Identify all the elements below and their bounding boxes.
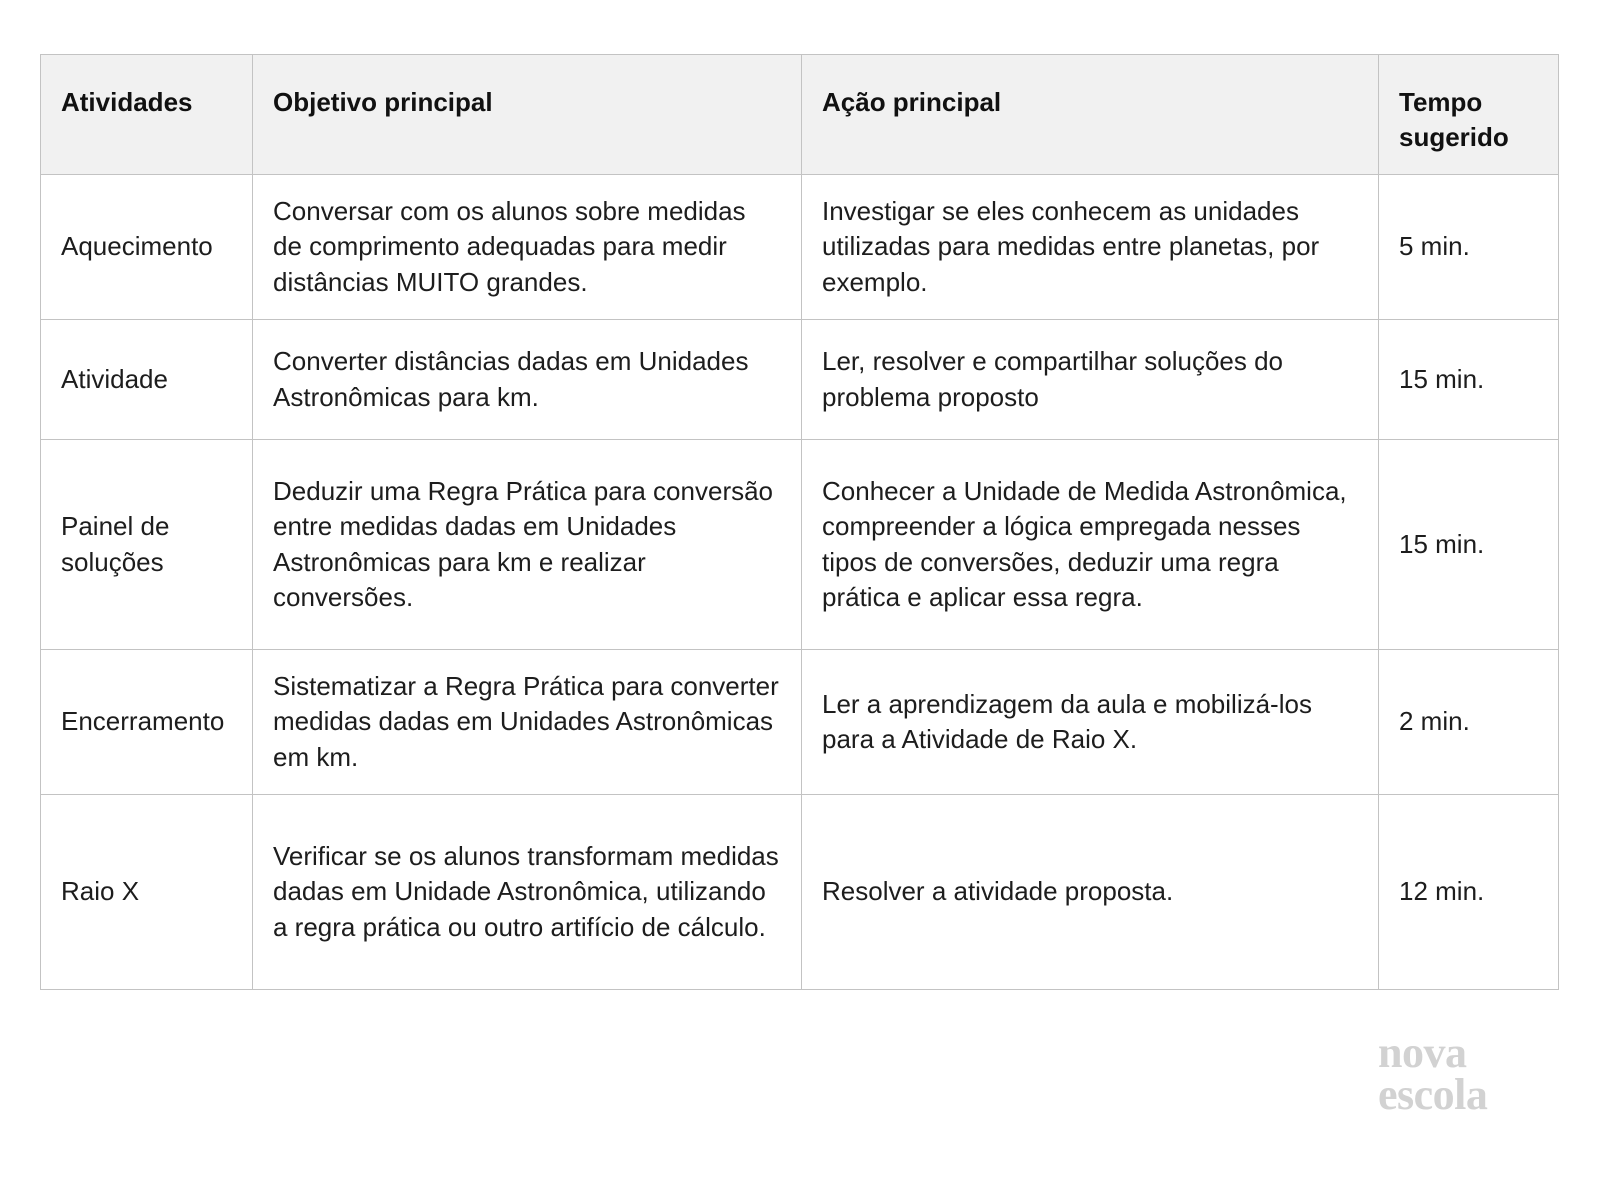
column-header-tempo-sugerido: Tempo sugerido bbox=[1379, 55, 1559, 175]
cell-objetivo: Verificar se os alunos transformam medidas dadas em Unidade Astronômica, utilizando a regra prática ou outro artifício de cálculo. bbox=[253, 795, 802, 990]
table-row bbox=[41, 440, 1559, 650]
table-row bbox=[41, 320, 1559, 440]
table-row bbox=[41, 795, 1559, 990]
cell-acao: Ler a aprendizagem da aula e mobilizá-los para a Atividade de Raio X. bbox=[802, 650, 1379, 795]
cell-acao: Ler, resolver e compartilhar soluções do problema proposto bbox=[802, 320, 1379, 440]
cell-atividade: Atividade bbox=[41, 320, 253, 440]
cell-objetivo: Converter distâncias dadas em Unidades Astronômicas para km. bbox=[253, 320, 802, 440]
table-row bbox=[41, 175, 1559, 320]
cell-atividade: Raio X bbox=[41, 795, 253, 990]
cell-objetivo: Conversar com os alunos sobre medidas de comprimento adequadas para medir distâncias MUITO grandes. bbox=[253, 175, 802, 320]
cell-tempo: 12 min. bbox=[1379, 795, 1559, 990]
cell-objetivo: Sistematizar a Regra Prática para converter medidas dadas em Unidades Astronômicas em km. bbox=[253, 650, 802, 795]
activities-table-container bbox=[40, 54, 1558, 990]
cell-tempo: 2 min. bbox=[1379, 650, 1559, 795]
cell-tempo: 15 min. bbox=[1379, 320, 1559, 440]
cell-acao: Conhecer a Unidade de Medida Astronômica, compreender a lógica empregada nesses tipos de conversões, deduzir uma regra prática e aplicar essa regra. bbox=[802, 440, 1379, 650]
column-header-acao-principal: Ação principal bbox=[802, 55, 1379, 175]
activities-table bbox=[40, 54, 1559, 990]
cell-atividade: Aquecimento bbox=[41, 175, 253, 320]
nova-escola-logo bbox=[1378, 1028, 1558, 1119]
cell-acao: Investigar se eles conhecem as unidades utilizadas para medidas entre planetas, por exemplo. bbox=[802, 175, 1379, 320]
column-header-objetivo-principal: Objetivo principal bbox=[253, 55, 802, 175]
logo-line-nova: nova bbox=[1378, 1028, 1467, 1077]
column-header-atividades: Atividades bbox=[41, 55, 253, 175]
cell-tempo: 5 min. bbox=[1379, 175, 1559, 320]
table-row bbox=[41, 650, 1559, 795]
table-header bbox=[41, 55, 1559, 175]
cell-acao: Resolver a atividade proposta. bbox=[802, 795, 1379, 990]
table-header-row bbox=[41, 55, 1559, 175]
cell-atividade: Encerramento bbox=[41, 650, 253, 795]
table-body bbox=[41, 175, 1559, 990]
cell-tempo: 15 min. bbox=[1379, 440, 1559, 650]
logo-line-escola: escola bbox=[1378, 1069, 1488, 1119]
cell-objetivo: Deduzir uma Regra Prática para conversão entre medidas dadas em Unidades Astronômicas para km e realizar conversões. bbox=[253, 440, 802, 650]
cell-atividade: Painel de soluções bbox=[41, 440, 253, 650]
